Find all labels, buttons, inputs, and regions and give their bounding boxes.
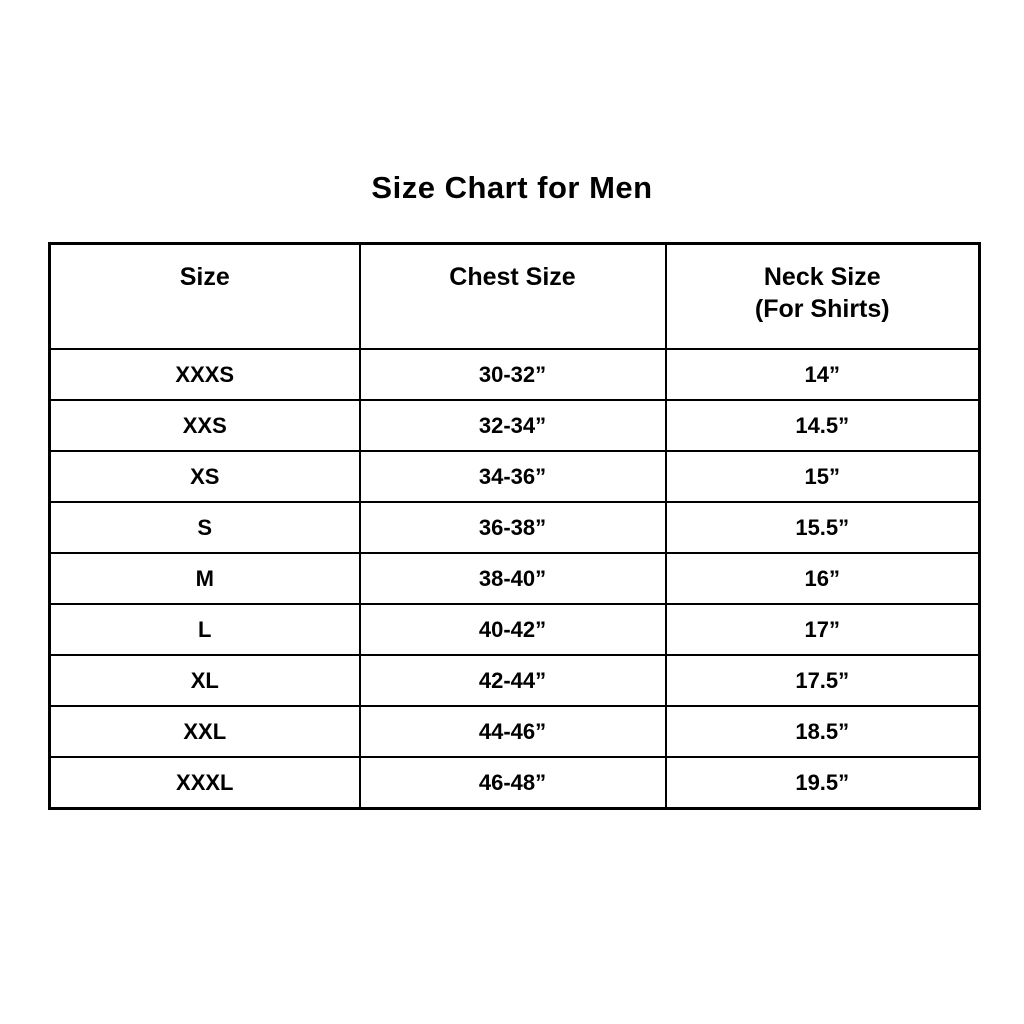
neck-size-cell: 19.5”: [666, 757, 980, 809]
chest-size-cell: 36-38”: [360, 502, 666, 553]
table-row: [50, 757, 980, 809]
column-header-size-line1: Size: [179, 263, 230, 291]
table-row: [50, 349, 980, 400]
column-header-size: [50, 244, 360, 350]
size-cell: XXS: [50, 400, 360, 451]
chest-size-cell: 32-34”: [360, 400, 666, 451]
table-row: [50, 604, 980, 655]
size-cell: XXL: [50, 706, 360, 757]
chest-size-cell: 46-48”: [360, 757, 666, 809]
size-cell: S: [50, 502, 360, 553]
table-row: [50, 706, 980, 757]
neck-size-cell: 14.5”: [666, 400, 980, 451]
column-header-chest-size: [360, 244, 666, 350]
size-cell: M: [50, 553, 360, 604]
neck-size-cell: 14”: [666, 349, 980, 400]
column-header-chest-size-line1: Chest Size: [449, 263, 576, 291]
column-header-neck-size-line1: Neck Size: [763, 263, 881, 291]
column-header-neck-size: [666, 244, 980, 350]
header-row: [50, 244, 980, 350]
chest-size-cell: 42-44”: [360, 655, 666, 706]
table-row: [50, 400, 980, 451]
neck-size-cell: 18.5”: [666, 706, 980, 757]
table-row: [50, 502, 980, 553]
size-cell: XXXL: [50, 757, 360, 809]
neck-size-cell: 17”: [666, 604, 980, 655]
page-title: Size Chart for Men: [371, 170, 653, 205]
size-cell: XL: [50, 655, 360, 706]
neck-size-cell: 16”: [666, 553, 980, 604]
size-chart-table: [48, 242, 981, 810]
column-header-neck-size-line2: (For Shirts): [754, 295, 890, 323]
table-row: [50, 655, 980, 706]
chest-size-cell: 44-46”: [360, 706, 666, 757]
size-cell: XXXS: [50, 349, 360, 400]
chest-size-cell: 38-40”: [360, 553, 666, 604]
neck-size-cell: 15”: [666, 451, 980, 502]
chest-size-cell: 40-42”: [360, 604, 666, 655]
chest-size-cell: 34-36”: [360, 451, 666, 502]
neck-size-cell: 15.5”: [666, 502, 980, 553]
chest-size-cell: 30-32”: [360, 349, 666, 400]
table-row: [50, 451, 980, 502]
size-cell: XS: [50, 451, 360, 502]
table-row: [50, 553, 980, 604]
neck-size-cell: 17.5”: [666, 655, 980, 706]
size-cell: L: [50, 604, 360, 655]
